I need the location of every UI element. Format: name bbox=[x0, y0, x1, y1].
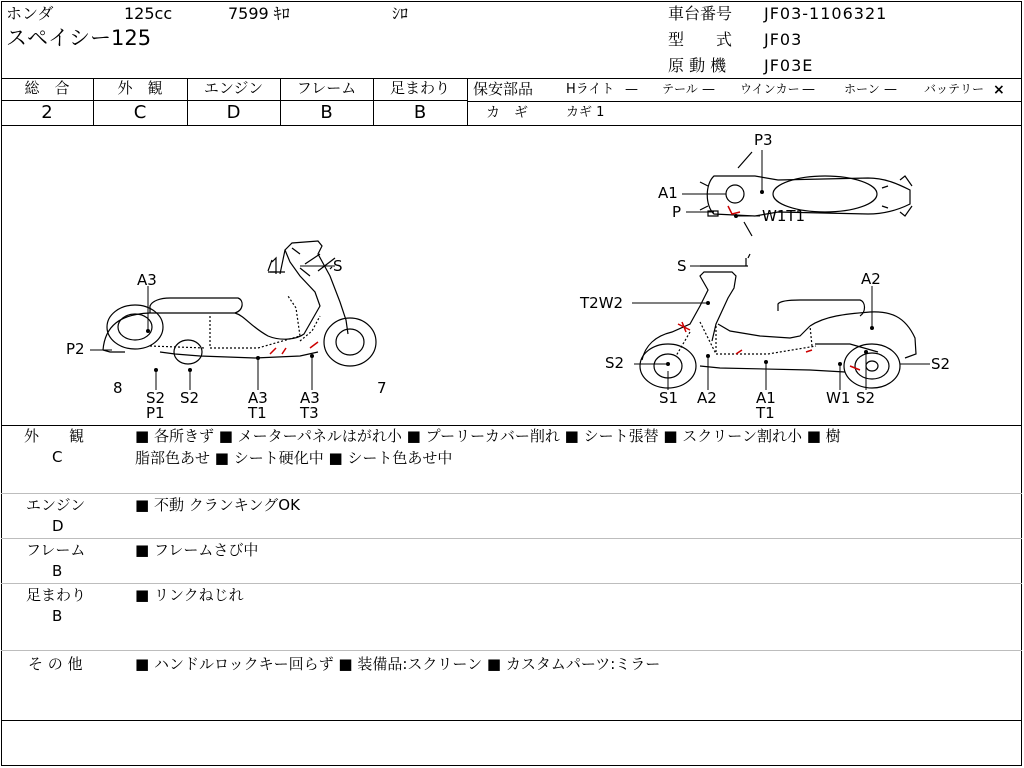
divider bbox=[467, 101, 1022, 102]
label-t1: T1 bbox=[248, 404, 267, 422]
label-a3: A3 bbox=[300, 389, 320, 407]
label-w1: W1 bbox=[826, 389, 851, 407]
remark-grade-exterior: C bbox=[52, 448, 63, 466]
safety-mark-winker: — bbox=[802, 82, 815, 97]
remark-text-suspension: ■ リンクねじれ bbox=[135, 586, 244, 604]
label-a2: A2 bbox=[697, 389, 717, 407]
safety-title: 保安部品 bbox=[473, 80, 534, 98]
divider bbox=[1, 425, 1022, 426]
label-a1: A1 bbox=[756, 389, 776, 407]
label-s2: S2 bbox=[146, 389, 166, 407]
grade-label-overall: 総 合 bbox=[24, 79, 70, 97]
grade-value-engine: D bbox=[226, 102, 241, 123]
grade-value-suspension: B bbox=[413, 102, 427, 123]
label-a3: A3 bbox=[137, 271, 157, 289]
key-label: カ ギ bbox=[486, 105, 528, 121]
safety-item-battery: バッテリー bbox=[924, 82, 985, 96]
label-s2: S2 bbox=[180, 389, 200, 407]
label-p2: P2 bbox=[66, 340, 85, 358]
divider bbox=[1, 720, 1022, 721]
label-8: 8 bbox=[113, 379, 123, 397]
divider bbox=[1, 493, 1022, 494]
safety-mark-battery: × bbox=[993, 82, 1005, 98]
engine-label: 原 動 機 bbox=[668, 56, 727, 75]
remark-grade-engine: D bbox=[52, 517, 64, 535]
label-a2: A2 bbox=[861, 270, 881, 288]
type-label: 型 式 bbox=[668, 30, 733, 49]
grade-value-frame: B bbox=[320, 102, 333, 123]
divider bbox=[1, 583, 1022, 584]
remark-text-other: ■ ハンドルロックキー回らず ■ 装備品:スクリーン ■ カスタムパーツ:ミラー bbox=[135, 655, 661, 673]
remark-text-exterior-2: 脂部色あせ ■ シート硬化中 ■ シート色あせ中 bbox=[135, 449, 453, 467]
remark-text-exterior-1: ■ 各所きず ■ メーターパネルはがれ小 ■ プーリーカバー削れ ■ シート張替 ■ スクリーン割れ小 ■ 樹 bbox=[135, 427, 841, 445]
label-s2: S2 bbox=[605, 354, 625, 372]
grade-value-overall: 2 bbox=[41, 102, 53, 123]
grade-label-suspension: 足まわり bbox=[389, 79, 450, 97]
mileage: 7599 ｷﾛ bbox=[228, 4, 290, 23]
label-a1: A1 bbox=[658, 184, 678, 202]
safety-item-headlight: Hライト bbox=[566, 82, 615, 97]
label-p3: P3 bbox=[754, 131, 773, 149]
leader-lines bbox=[90, 150, 930, 390]
label-w1t1: W1T1 bbox=[762, 207, 806, 225]
damage-marks bbox=[270, 203, 860, 370]
key-value: カギ 1 bbox=[566, 105, 605, 120]
label-s2: S2 bbox=[856, 389, 876, 407]
safety-item-tail: テール bbox=[662, 82, 698, 96]
safety-mark-headlight: — bbox=[625, 82, 638, 97]
label-7: 7 bbox=[377, 379, 387, 397]
grade-label-exterior: 外 観 bbox=[117, 79, 163, 97]
maker: ホンダ bbox=[6, 4, 54, 23]
label-t3: T3 bbox=[300, 404, 319, 422]
remark-label-engine: エンジン bbox=[26, 496, 86, 514]
remark-label-other: そ の 他 bbox=[28, 655, 83, 673]
remark-grade-frame: B bbox=[52, 562, 63, 580]
type-value: JF03 bbox=[764, 30, 803, 49]
divider bbox=[1, 650, 1022, 651]
label-p1: P1 bbox=[146, 404, 165, 422]
safety-item-winker: ウインカー bbox=[740, 82, 800, 96]
label-p: P bbox=[672, 203, 682, 221]
safety-item-horn: ホーン bbox=[844, 82, 880, 96]
safety-mark-tail: — bbox=[702, 82, 715, 97]
grade-value-exterior: C bbox=[133, 102, 147, 123]
color: ｼﾛ bbox=[392, 4, 409, 23]
remark-grade-suspension: B bbox=[52, 607, 63, 625]
remark-label-frame: フレーム bbox=[26, 541, 86, 559]
label-s: S bbox=[333, 257, 343, 275]
divider bbox=[467, 78, 468, 125]
label-a3: A3 bbox=[248, 389, 268, 407]
grade-label-engine: エンジン bbox=[203, 79, 264, 97]
label-s2: S2 bbox=[931, 355, 951, 373]
remark-text-engine: ■ 不動 クランキングOK bbox=[135, 496, 300, 514]
frame-number-label: 車台番号 bbox=[668, 4, 733, 23]
frame-number-value: JF03-1106321 bbox=[764, 4, 888, 23]
remark-label-suspension: 足まわり bbox=[26, 586, 87, 604]
label-s1: S1 bbox=[659, 389, 679, 407]
label-t1: T1 bbox=[756, 404, 775, 422]
label-t2w2: T2W2 bbox=[580, 294, 624, 312]
model-name: スペイシー125 bbox=[6, 26, 152, 50]
label-s: S bbox=[677, 257, 687, 275]
displacement: 125cc bbox=[124, 4, 173, 23]
divider bbox=[1, 100, 467, 101]
safety-mark-horn: — bbox=[884, 82, 897, 97]
top-scooter-drawing bbox=[700, 152, 912, 236]
remark-label-exterior: 外 観 bbox=[24, 427, 85, 445]
grade-label-frame: フレーム bbox=[296, 79, 357, 97]
divider bbox=[1, 538, 1022, 539]
engine-value: JF03E bbox=[764, 56, 814, 75]
remark-text-frame: ■ フレームさび中 bbox=[135, 541, 259, 559]
